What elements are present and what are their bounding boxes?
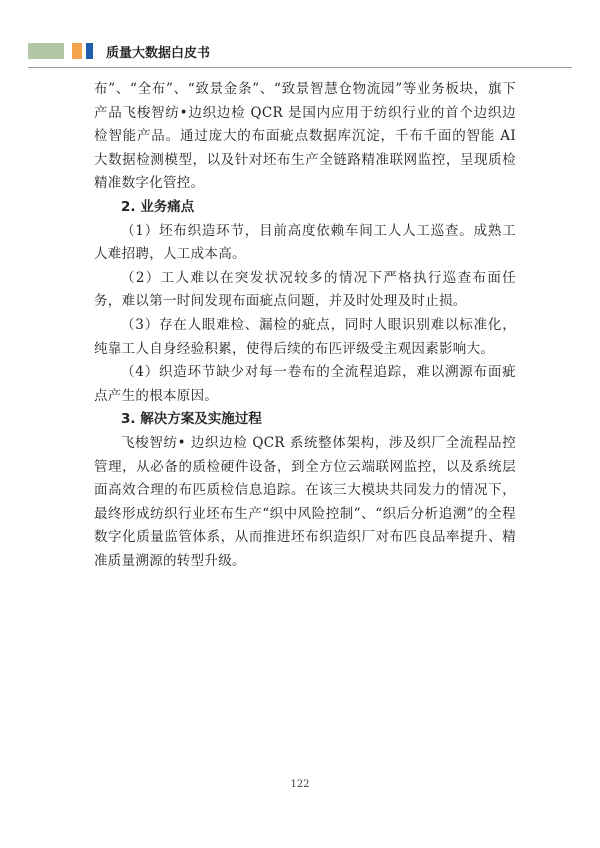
page-number: 122 <box>290 779 310 790</box>
section-heading-pain-points: 2. 业务痛点 <box>121 198 195 215</box>
header-color-block-blue <box>86 43 93 59</box>
pain-point-3: （3）存在人眼难检、漏检的疵点，同时人眼识别难以标准化，纯靠工人自身经验积累，使得后续的布匹评级受主观因素影响大。 <box>94 316 516 357</box>
pain-point-4: （4）织造环节缺少对每一卷布的全流程追踪，难以溯源布面疵点产生的根本原因。 <box>94 364 516 404</box>
pain-point-2: （2）工人难以在突发状况较多的情况下严格执行巡查布面任务，难以第一时间发现布面疵点问题，并及时处理及时止损。 <box>94 269 516 310</box>
pain-point-1: （1）坯布织造环节，目前高度依赖车间工人人工巡查。成熟工人难招聘，人工成本高。 <box>94 222 516 263</box>
page-header <box>14 40 586 62</box>
solution-paragraph: 飞梭智纺• 边织边检 QCR 系统整体架构，涉及织厂全流程品控管理，从必备的质检硬件设备，到全方位云端联网监控，以及系统层面高效合理的布匹质检信息追踪。在该三大模块共同发力的情况下，最终形成纺织行业坯布生产“织中风险控制”、“织后分析追溯”的全程数字化质量监管体系，从而推进坯布织造织厂对布匹良品率提升、精准质量溯源的转型升级。 <box>94 434 516 569</box>
header-color-block-orange <box>72 43 82 59</box>
header-title: 质量大数据白皮书 <box>106 46 211 61</box>
header-color-block-green <box>28 43 64 59</box>
section-heading-solution: 3. 解决方案及实施过程 <box>121 411 262 428</box>
page-content <box>94 78 516 573</box>
header-divider <box>28 67 572 68</box>
intro-paragraph: 布”、“全布”、“致景金条”、“致景智慧仓物流园”等业务板块，旗下产品飞梭智纺•边织边检 QCR 是国内应用于纺织行业的首个边织边检智能产品。通过庞大的布面疵点数据库沉淀，千布千面的智能 AI 大数据检测模型，以及针对坯布生产全链路精准联网监控，呈现质检精准数字化管控。 <box>94 81 516 192</box>
